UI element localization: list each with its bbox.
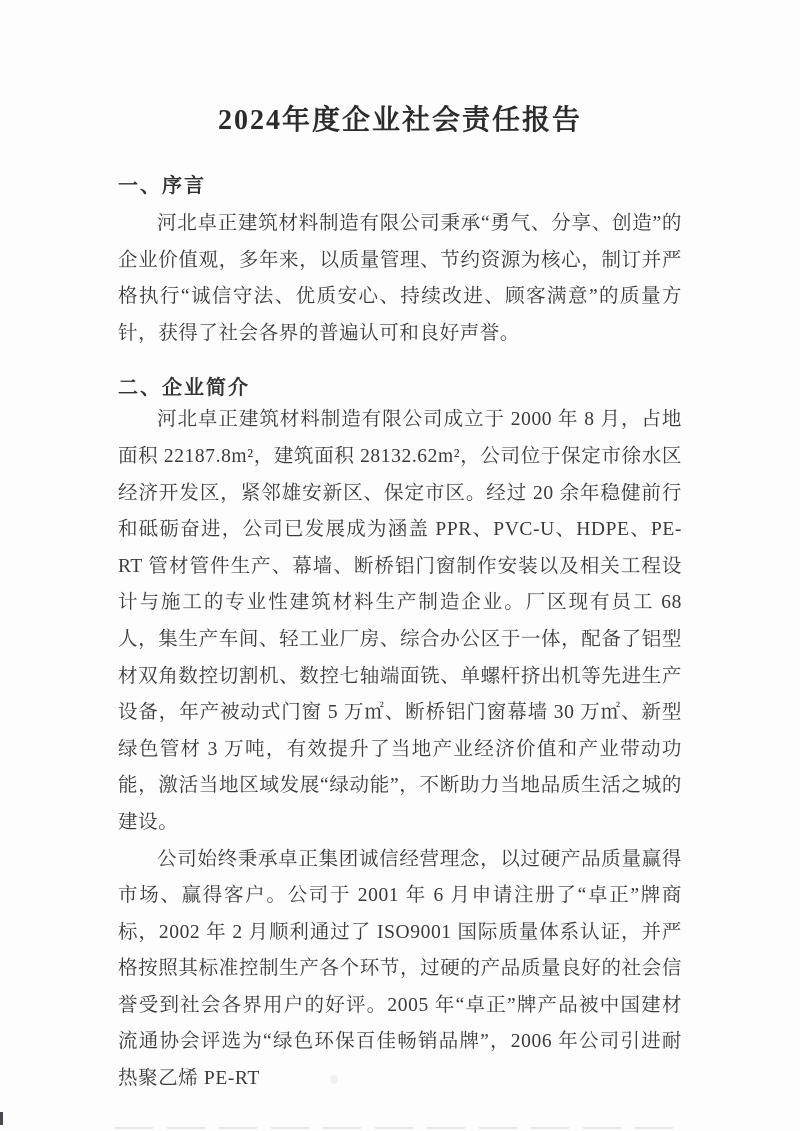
company-profile-paragraph-1: 河北卓正建筑材料制造有限公司成立于 2000 年 8 月，占地面积 22187.8m²，建筑面积 28132.62m²，公司位于保定市徐水区经济开发区，紧邻雄安新区、保定市区。经过 20 余年稳健前行和砥砺奋进，公司已发展成为涵盖 PPR、PVC-U、HDPE、PE-RT 管材管件生产、幕墙、断桥铝门窗制作安装以及相关工程设计与施工的专业性建筑材料生产制造企业。厂区现有员工 68 人，集生产车间、轻工业厂房、综合办公区于一体，配备了铝型材双角数控切割机、数控七轴端面铣、单螺杆挤出机等先进生产设备，年产被动式门窗 5 万㎡、断桥铝门窗幕墙 30 万㎡、新型绿色管材 3 万吨，有效提升了当地产业经济价值和产业带动功能，激活当地区域发展“绿动能”，不断助力当地品质生活之城的建设。 <box>118 409 682 833</box>
preface-paragraph: 河北卓正建筑材料制造有限公司秉承“勇气、分享、创造”的企业价值观，多年来，以质量管理、节约资源为核心，制订并严格执行“诚信守法、优质安心、持续改进、顾客满意”的质量方针，获得了社会各界的普遍认可和良好声誉。 <box>118 213 682 344</box>
scan-artifact-left-edge-mark <box>0 1112 3 1125</box>
company-profile-paragraph-2: 公司始终秉承卓正集团诚信经营理念，以过硬产品质量赢得市场、赢得客户。公司于 2001 年 6 月申请注册了“卓正”牌商标，2002 年 2 月顺利通过了 ISO9001 国际质量体系认证，并严格按照其标准控制生产各个环节，过硬的产品质量良好的社会信誉受到社会各界用户的好评。2005 年“卓正”牌产品被中国建材流通协会评选为“绿色环保百佳畅销品牌”，2006 年公司引进耐热聚乙烯 PE-RT <box>118 848 682 1090</box>
section-heading-company-profile: 二、企业简介 <box>118 377 250 400</box>
scan-artifact-smudge <box>330 1075 338 1084</box>
scan-artifact-bottom-line <box>115 1127 675 1129</box>
page-title: 2024年度企业社会责任报告 <box>217 105 582 136</box>
document-body <box>118 0 682 1098</box>
section-heading-preface: 一、序言 <box>118 175 206 197</box>
